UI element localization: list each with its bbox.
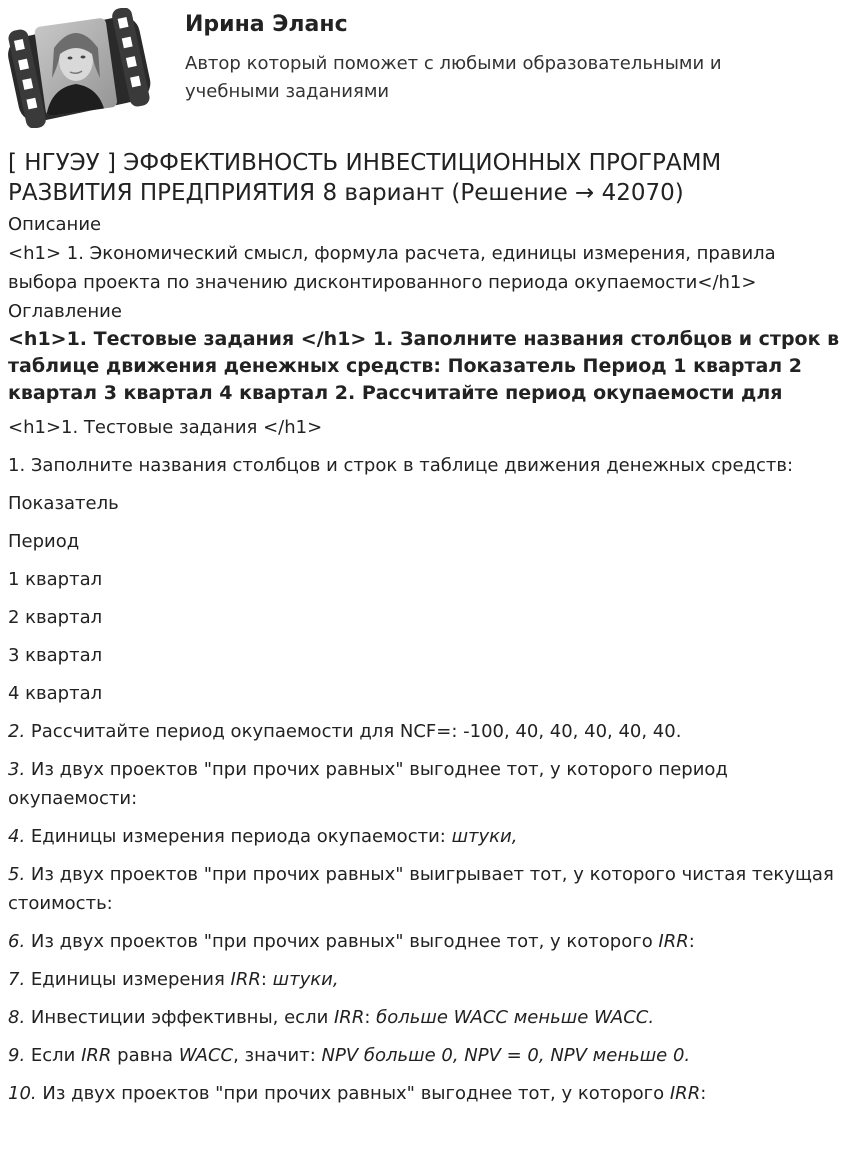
question-number: 7.: [8, 969, 26, 990]
wacc-term: WACC: [178, 1045, 234, 1066]
question-10: [8, 1079, 840, 1108]
irr-term: IRR: [230, 969, 261, 990]
question-text: Из двух проектов "при прочих равных" выгоднее тот, у которого: [25, 931, 659, 952]
author-card: [0, 0, 847, 140]
irr-term: IRR: [658, 931, 689, 952]
film-frame-avatar-image: [6, 8, 152, 128]
answer-option: штуки,: [272, 969, 339, 990]
description-label: Описание: [8, 214, 102, 235]
punct: :: [700, 1083, 707, 1104]
question-text: Из двух проектов "при прочих равных" выгоднее тот, у которого период окупаемости:: [8, 759, 728, 809]
punct: :: [688, 931, 695, 952]
question-text: Инвестиции эффективны, если: [25, 1007, 334, 1028]
question-number: 10.: [8, 1083, 37, 1104]
page-title: [ НГУЭУ ] ЭФФЕКТИВНОСТЬ ИНВЕСТИЦИОННЫХ ПРОГРАММ РАЗВИТИЯ ПРЕДПРИЯТИЯ 8 вариант (Решение → 42070): [8, 150, 722, 206]
question-number: 4.: [8, 826, 26, 847]
question-5: [8, 860, 840, 918]
toc-text: <h1>1. Тестовые задания </h1> 1. Заполните названия столбцов и строк в таблице движения денежных средств: Показатель Период 1 квартал 2 квартал 3 квартал 4 квартал 2. Рассчитайте период окупаемости для: [8, 328, 840, 404]
question-text: Из двух проектов "при прочих равных" выгоднее тот, у которого: [36, 1083, 670, 1104]
avatar[interactable]: [6, 8, 152, 128]
answer-option: больше WACC меньше WACC.: [376, 1007, 655, 1028]
question-9: [8, 1041, 840, 1070]
irr-term: IRR: [669, 1083, 701, 1104]
question-number: 2.: [8, 721, 26, 742]
table-label: Показатель: [8, 493, 119, 514]
irr-term: IRR: [81, 1045, 112, 1066]
author-description: Автор который поможет с любыми образовательными и учебными заданиями: [185, 53, 722, 102]
question-number: 9.: [8, 1045, 26, 1066]
question-number: 5.: [8, 864, 26, 885]
question-text: Единицы измерения периода окупаемости:: [25, 826, 452, 847]
question-text: Из двух проектов "при прочих равных" выигрывает тот, у которого чистая текущая стоимость:: [8, 864, 834, 914]
question-2: [8, 717, 840, 746]
punct: :: [364, 1007, 377, 1028]
irr-term: IRR: [334, 1007, 365, 1028]
table-label: 2 квартал: [8, 607, 103, 628]
answer-option: NPV больше 0, NPV = 0, NPV меньше 0.: [321, 1045, 691, 1066]
question-text: равна: [111, 1045, 179, 1066]
description-text: <h1> 1. Экономический смысл, формула расчета, единицы измерения, правила выбора проекта по значению дисконтированного периода окупаемости</h1>: [8, 243, 776, 293]
question-4: [8, 822, 840, 851]
question-6: [8, 927, 840, 956]
document-content: [8, 148, 840, 1117]
question-text: Единицы измерения: [25, 969, 231, 990]
question-7: [8, 965, 840, 994]
table-label: Период: [8, 531, 80, 552]
question-1: 1. Заполните названия столбцов и строк в таблице движения денежных средств:: [8, 455, 794, 476]
question-text: Рассчитайте период окупаемости для NCF=: -100, 40, 40, 40, 40, 40.: [25, 721, 682, 742]
section-heading: <h1>1. Тестовые задания </h1>: [8, 417, 323, 438]
question-number: 8.: [8, 1007, 26, 1028]
table-label: 1 квартал: [8, 569, 103, 590]
punct: :: [260, 969, 273, 990]
author-name[interactable]: Ирина Эланс: [185, 12, 348, 37]
question-number: 3.: [8, 759, 26, 780]
question-text: Если: [25, 1045, 82, 1066]
table-label: 3 квартал: [8, 645, 103, 666]
table-label: 4 квартал: [8, 683, 103, 704]
answer-option: штуки,: [451, 826, 518, 847]
question-number: 6.: [8, 931, 26, 952]
question-3: [8, 755, 840, 813]
question-8: [8, 1003, 840, 1032]
toc-label: Оглавление: [8, 301, 122, 322]
question-text: , значит:: [233, 1045, 322, 1066]
